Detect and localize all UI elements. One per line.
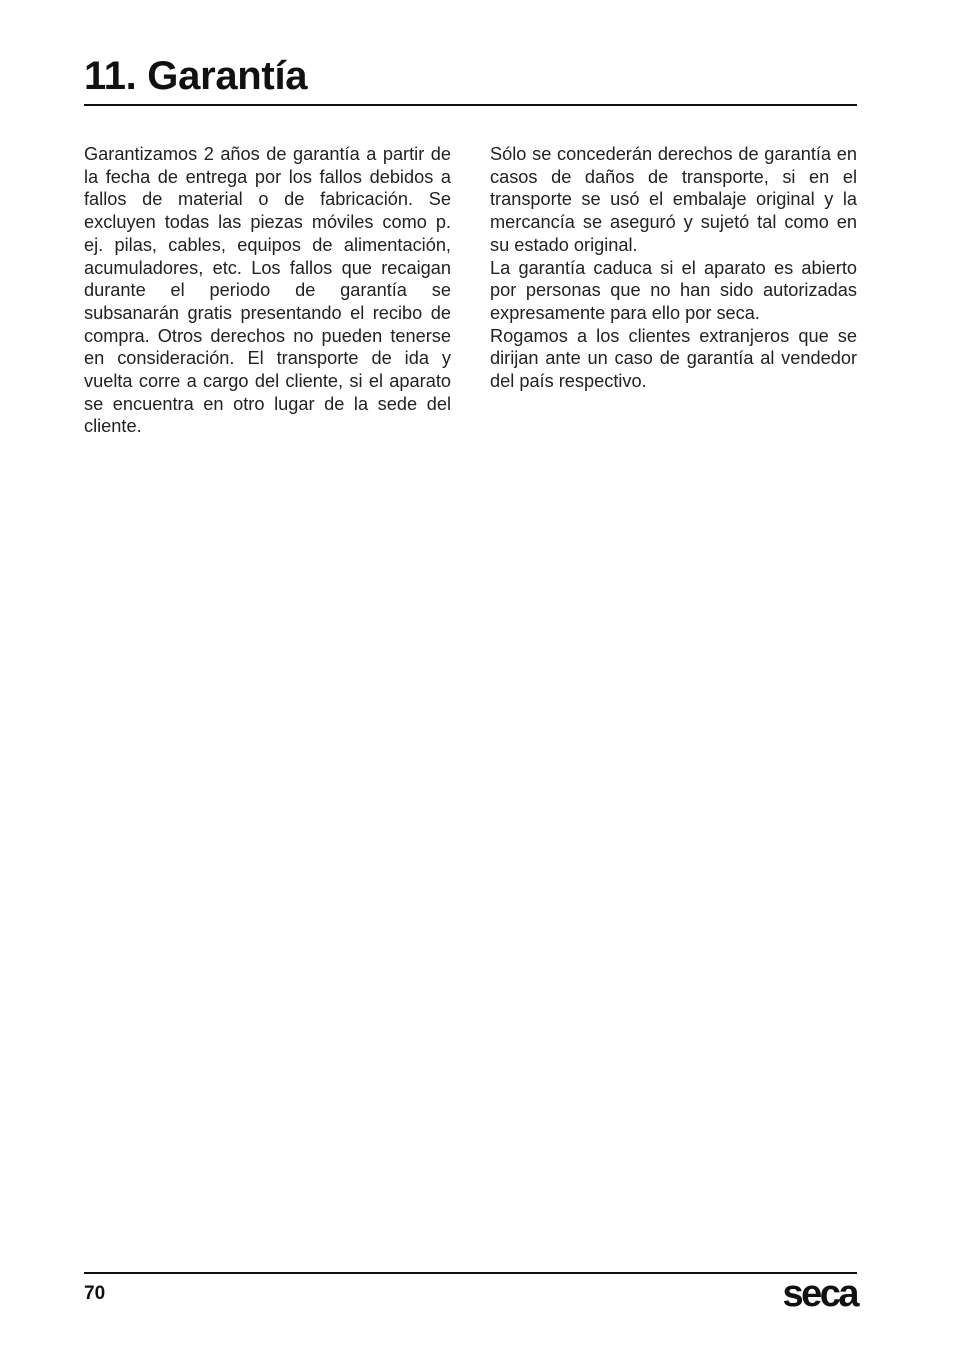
footer-divider	[84, 1272, 857, 1274]
warranty-paragraph-1: Garantizamos 2 años de garantía a partir de la fecha de entrega por los fallos debidos a fallos de material o de fabricación. Se excluyen todas las piezas móviles como p. ej. pilas, cables, equipos de alimentación, acumuladores, etc. Los fallos que recaigan durante el periodo de garantía se subsanarán gratis presentando el recibo de compra. Otros derechos no pueden tenerse en consideración. El transporte de ida y vuelta corre a cargo del cliente, si el aparato se encuentra en otro lugar de la sede del cliente.	[84, 144, 451, 437]
title-divider	[84, 104, 857, 106]
warranty-paragraph-3: La garantía caduca si el aparato es abierto por personas que no han sido autorizadas expresamente para ello por seca.	[490, 257, 857, 323]
left-text-column	[84, 143, 451, 438]
page-number: 70	[84, 1283, 106, 1304]
right-text-column	[490, 143, 857, 393]
seca-logo: seca	[782, 1273, 857, 1315]
warranty-paragraph-4: Rogamos a los clientes extranjeros que se dirijan ante un caso de garantía al vendedor del país respectivo.	[490, 325, 857, 392]
warranty-paragraph-2: Sólo se concederán derechos de garantía en casos de daños de transporte, si en el transporte se usó el embalaje original y la mercancía se aseguró y sujetó tal como en su estado original.	[490, 144, 857, 255]
page-title: 11. Garantía	[84, 54, 308, 98]
